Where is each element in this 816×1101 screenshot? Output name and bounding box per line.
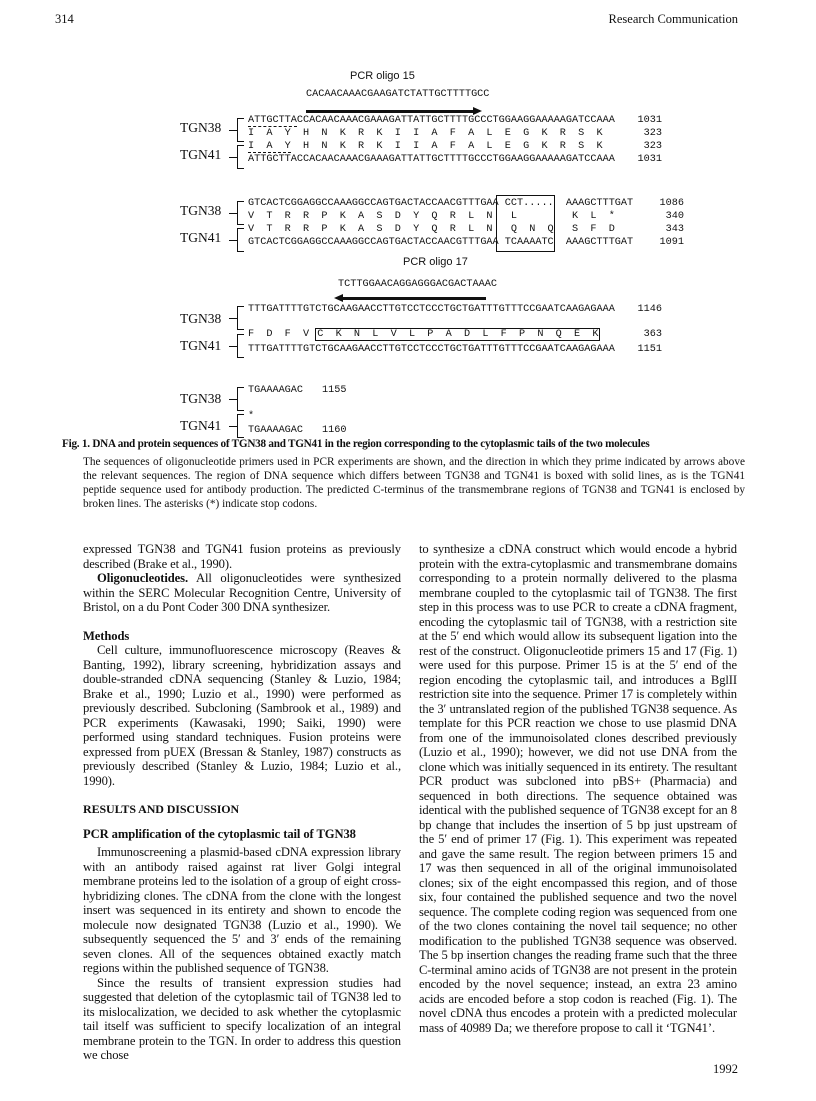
- protein-sequence: V T R R P K A S D Y Q R L N L K L *: [248, 211, 615, 222]
- tm-terminus-dna: ATTGCTTA: [248, 115, 297, 126]
- position-number: 1160: [322, 425, 347, 436]
- position-number: 1146: [637, 304, 662, 315]
- tgn38-label: TGN38: [180, 203, 222, 218]
- tgn41-label: TGN41: [180, 147, 222, 162]
- figure-caption-text: The sequences of oligonucleotide primers used in PCR experiments are shown, and the direction in which they prime indicated by arrows above the relevant sequences. The region of DNA sequence which differs between TGN38 and TGN41 is boxed with solid lines, as is the TGN41 peptide sequence used for antibody production. The predicted C-terminus of the transmembrane regions of TGN38 and TGN41 is enclosed by broken lines. The asterisks (*) indicate stop codons.: [83, 456, 745, 510]
- dna-sequence: ATTGCTTACCACAACAAACGAAAGATTATTGCTTTTGCCCTGGAAGGAAAAAGATCCAAA: [248, 154, 615, 165]
- antibody-peptide-box: C K N L V L P A D L F P N Q E K: [317, 329, 599, 340]
- position-number: 1031: [637, 115, 662, 126]
- position-number: 343: [665, 224, 684, 235]
- bracket-icon: [237, 387, 244, 411]
- tgn38-label: TGN38: [180, 311, 222, 326]
- stop-codon: *: [248, 411, 255, 422]
- footer-year: 1992: [713, 1062, 738, 1076]
- tgn38-label: TGN38: [180, 391, 222, 406]
- position-number: 1031: [637, 154, 662, 165]
- protein-sequence: V T R R P K A S D Y Q R L N Q N Q S F D: [248, 224, 615, 235]
- dna-sequence: GTCACTCGGAGGCCAAAGGCCAGTGACTACCAACGTTTGAA TCAAAATC AAAGCTTTGAT: [248, 237, 634, 248]
- dna-sequence: TGAAAAGAC: [248, 385, 304, 396]
- dna-sequence: CCACAACAAACGAAAGATTATTGCTTTTGCCCTGGAAGGAAAAAGATCCAAA: [296, 115, 615, 126]
- left-column: [83, 542, 401, 1063]
- tgn38-label: TGN38: [180, 120, 222, 135]
- position-number: 363: [643, 329, 662, 340]
- sequence-difference-box: [496, 195, 555, 252]
- running-header: Research Communication: [608, 12, 738, 26]
- position-number: 1155: [322, 385, 347, 396]
- tgn41-label: TGN41: [180, 230, 222, 245]
- bracket-icon: [237, 201, 244, 225]
- page-number: 314: [55, 12, 74, 26]
- position-number: 323: [643, 141, 662, 152]
- tgn41-label: TGN41: [180, 418, 222, 433]
- position-number: 1086: [659, 198, 684, 209]
- bracket-icon: [237, 145, 244, 169]
- paragraph: expressed TGN38 and TGN41 fusion proteins as previously described (Brake et al., 1990).: [83, 542, 401, 571]
- protein-sequence: F D F V: [248, 329, 316, 340]
- dna-sequence: GTCACTCGGAGGCCAAAGGCCAGTGACTACCAACGTTTGAA CCT..... AAAGCTTTGAT: [248, 198, 634, 209]
- figure-caption-title: Fig. 1. DNA and protein sequences of TGN38 and TGN41 in the region corresponding to the cytoplasmic tails of the two molecules: [62, 438, 650, 450]
- position-number: 1151: [637, 344, 662, 355]
- inline-heading: Oligonucleotides.: [97, 571, 189, 585]
- position-number: 323: [643, 128, 662, 139]
- bracket-icon: [237, 414, 244, 438]
- dna-sequence: TTTGATTTTGTCTGCAAGAACCTTGTCCTCCCTGCTGATTTGTTTCCGAATCAAGAGAAA: [248, 344, 615, 355]
- position-number: 1091: [659, 237, 684, 248]
- bracket-icon: [237, 118, 244, 142]
- primer17-sequence: TCTTGGAACAGGAGGGACGACTAAAC: [338, 279, 497, 290]
- primer15-sequence: CACAACAAACGAAGATCTATTGCTTTTGCC: [306, 89, 490, 100]
- primer15-arrow-icon: [306, 110, 474, 113]
- dna-sequence: TGAAAAGAC: [248, 425, 304, 436]
- primer17-arrow-icon: [342, 297, 486, 300]
- paragraph: Immunoscreening a plasmid-based cDNA expression library with an antibody raised against rat liver Golgi integral membrane proteins led to the isolation of a group of eight cross-hybridizing clones. The cDNA from the clone with the longest insert was sequenced in its entirety and shown to encode the molecule now designated TGN38 (Luzio et al., 1990). We subsequently sequenced the 5′ and 3′ ends of the remaining seven clones. All of the sequences obtained exactly match regions within the published sequence of TGN38.: [83, 845, 401, 975]
- tm-terminus-protein: I A Y: [248, 141, 291, 152]
- primer17-label: PCR oligo 17: [403, 256, 468, 268]
- section-heading: Methods: [83, 628, 130, 643]
- paragraph: to synthesize a cDNA construct which would encode a hybrid protein with the extra-cytoplasmic and transmembrane domains corresponding to a protein normally delivered to the plasma membrane coupled to the cytoplasmic tail of TGN38. The first step in this process was to use PCR to create a cDNA fragment, encoding the cytoplasmic tail of TGN38, with a restriction site at the 5′ end which would allow its subsequent ligation into the rest of the construct. Oligonucleotide primers 15 and 17 (Fig. 1) were used for this purpose. Primer 15 is at the 5′ end of the region encoding the cytoplasmic tail, and introduces a BglII restriction site into the sequence. Primer 17 is completely within the 3′ untranslated region of the published TGN38 sequence. As template for this PCR reaction we chose to use plasmid DNA from one of the immunoisolated clones described previously (Luzio et al., 1990); however, we did not use DNA from the clone which was initially sequenced in its entirety. The resultant PCR product was subcloned into pBS+ (Pharmacia) and sequenced in both directions. The sequence obtained was identical with the published sequence of TGN38 except for an 8 bp change that includes the insertion of 5 bp just upstream of the 5′ end of primer 17 (Fig. 1). This experiment was repeated and gave the same result. The region between primers 15 and 17 was then sequenced in all of the original immunoisolated clones; six of the eight encompassed this region, and of those six, four contained the published sequence and two the novel sequence. The complete coding region was sequenced from one of the two clones containing the novel tail sequence; no other modification to the published TGN38 sequence was observed. The 5 bp insertion changes the reading frame such that the three C-terminal amino acids of TGN38 are not present in the protein encoded by the novel sequence; instead, an extra 23 amino acids are encoded before a stop codon is reached (Fig. 1). The novel cDNA thus encodes a protein with a predicted molecular mass of 40989 Da; we therefore propose to call it ‘TGN41’.: [419, 542, 737, 1035]
- paragraph: Cell culture, immunofluorescence microscopy (Reaves & Banting, 1992), library screening, hybridization assays and double-stranded cDNA sequencing (Stanley & Luzio, 1984; Brake et al., 1990; Luzio et al., 1990) were performed as previously described. Subcloning (Sambrook et al., 1989) and PCR experiments (Kawasaki, 1990; Saiki, 1990) were performed using standard techniques. Fusion proteins were expressed from pUEX (Bressan & Stanley, 1987) constructs as previously described (Stanley & Luzio, 1984; Luzio et al., 1990).: [83, 643, 401, 788]
- paragraph: All oligonucleotides were synthesized within the SERC Molecular Recognition Centre, University of Bristol, on a du Pont Coder 300 DNA synthesizer.: [83, 571, 401, 614]
- position-number: 340: [665, 211, 684, 222]
- tgn41-label: TGN41: [180, 338, 222, 353]
- paragraph: Since the results of transient expression studies had suggested that deletion of the cytoplasmic tail of TGN38 led to its mislocalization, we decided to ask whether the cytoplasmic tail itself was sufficient to specify localization of an integral membrane protein to the TGN. In order to address this question we chose: [83, 975, 401, 1062]
- bracket-icon: [237, 306, 244, 330]
- section-heading: RESULTS AND DISCUSSION: [83, 802, 240, 816]
- protein-sequence: H N K R K I I A F A L E G K R S K: [290, 141, 603, 152]
- bracket-icon: [237, 334, 244, 358]
- right-column: [419, 542, 737, 1035]
- dna-sequence: TTTGATTTTGTCTGCAAGAACCTTGTCCTCCCTGCTGATTTGTTTCCGAATCAAGAGAAA: [248, 304, 615, 315]
- protein-sequence: I A Y H N K R K I I A F A L E G K R S K: [248, 128, 603, 139]
- figure-caption: [62, 437, 752, 511]
- primer15-label: PCR oligo 15: [350, 70, 415, 82]
- bracket-icon: [237, 228, 244, 252]
- subsection-heading: PCR amplification of the cytoplasmic tail of TGN38: [83, 826, 356, 841]
